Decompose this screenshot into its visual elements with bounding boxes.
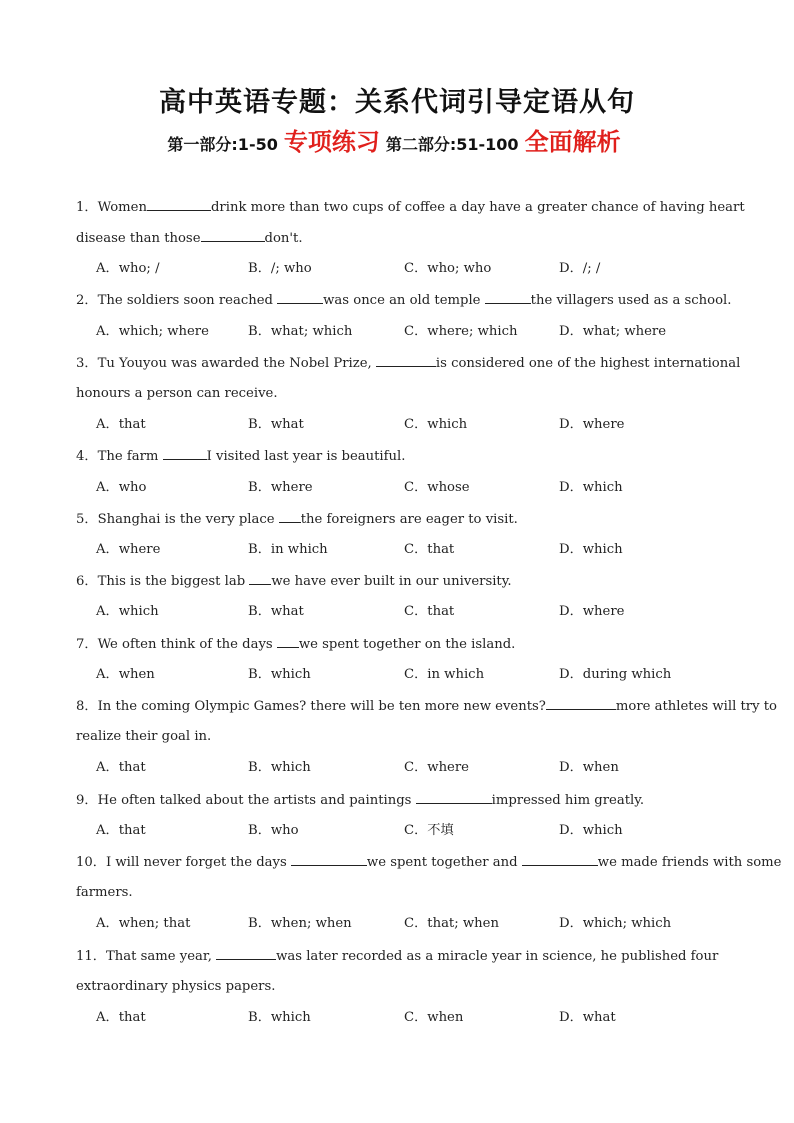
question-10-line-1 <box>76 853 781 872</box>
option-c[interactable]: C．where; which <box>404 324 518 339</box>
answer-blank <box>216 947 276 960</box>
question-text: The farm <box>97 449 163 464</box>
option-a[interactable]: A．which; where <box>96 324 209 339</box>
question-number: 7． <box>76 637 98 652</box>
question-3-line-2 <box>76 385 278 403</box>
question-1-line-2 <box>76 229 303 248</box>
part1-highlight: 专项练习 <box>283 128 380 156</box>
option-c[interactable]: C．不填 <box>404 823 454 838</box>
option-d[interactable]: D．which <box>559 823 623 838</box>
option-a[interactable]: A．who <box>96 480 147 495</box>
question-text: In the coming Olympic Games? there will be ten more new events? <box>97 699 546 714</box>
question-number: 1． <box>76 200 98 215</box>
question-6-line-1 <box>76 572 512 591</box>
question-text: honours a person can receive. <box>76 386 278 401</box>
answer-blank <box>279 510 301 523</box>
question-text: is considered one of the highest international <box>435 356 741 371</box>
option-c[interactable]: C．that <box>404 542 455 557</box>
option-c[interactable]: C．which <box>404 417 468 432</box>
option-d[interactable]: D．what <box>559 1010 616 1025</box>
option-b[interactable]: B．/; who <box>248 261 312 276</box>
question-number: 9． <box>76 793 98 808</box>
question-text: drink more than two cups of coffee a day have a greater chance of having heart <box>210 200 745 215</box>
question-text: The soldiers soon reached <box>97 293 278 308</box>
option-b[interactable]: B．when; when <box>248 916 352 931</box>
answer-blank <box>485 291 531 304</box>
option-a[interactable]: A．when <box>96 667 155 682</box>
answer-blank <box>522 853 598 866</box>
option-b[interactable]: B．where <box>248 480 313 495</box>
question-number: 5． <box>76 512 98 527</box>
answer-blank <box>201 229 265 242</box>
option-c[interactable]: C．where <box>404 760 469 775</box>
question-8-line-2 <box>76 728 211 746</box>
question-number: 4． <box>76 449 98 464</box>
answer-blank <box>376 354 436 367</box>
question-text: He often talked about the artists and paintings <box>97 793 416 808</box>
option-b[interactable]: B．who <box>248 823 299 838</box>
option-a[interactable]: A．that <box>96 823 146 838</box>
option-d[interactable]: D．what; where <box>559 324 667 339</box>
option-c[interactable]: C．in which <box>404 667 485 682</box>
question-text: we have ever built in our university. <box>271 574 512 589</box>
answer-blank <box>147 198 211 211</box>
answer-blank <box>249 572 271 585</box>
question-text: don't. <box>264 231 303 246</box>
option-a[interactable]: A．that <box>96 1010 146 1025</box>
option-c[interactable]: C．that <box>404 604 455 619</box>
question-text: impressed him greatly. <box>491 793 645 808</box>
question-8-line-1 <box>76 697 777 716</box>
option-c[interactable]: C．that; when <box>404 916 499 931</box>
answer-blank <box>546 697 616 710</box>
question-5-line-1 <box>76 510 518 529</box>
question-text: extraordinary physics papers. <box>76 979 276 994</box>
question-text: farmers. <box>76 885 133 900</box>
question-text: we spent together and <box>366 855 522 870</box>
option-d[interactable]: D．/; / <box>559 261 601 276</box>
option-d[interactable]: D．during which <box>559 667 672 682</box>
option-d[interactable]: D．where <box>559 604 625 619</box>
answer-blank <box>163 447 207 460</box>
question-1-line-1 <box>76 198 745 217</box>
option-a[interactable]: A．which <box>96 604 159 619</box>
option-b[interactable]: B．what; which <box>248 324 353 339</box>
question-text: the foreigners are eager to visit. <box>300 512 518 527</box>
question-number: 3． <box>76 356 98 371</box>
option-c[interactable]: C．whose <box>404 480 470 495</box>
part1-label: 第一部分:1-50 <box>167 135 278 154</box>
question-text: realize their goal in. <box>76 729 212 744</box>
option-c[interactable]: C．who; who <box>404 261 492 276</box>
question-text: Shanghai is the very place <box>97 512 279 527</box>
option-d[interactable]: D．which; which <box>559 916 672 931</box>
question-3-line-1 <box>76 354 740 373</box>
part2-highlight: 全面解析 <box>524 128 621 156</box>
question-11-line-2 <box>76 978 275 996</box>
question-text: Tu Youyou was awarded the Nobel Prize, <box>97 356 376 371</box>
question-text: was later recorded as a miracle year in science, he published four <box>276 949 719 964</box>
option-a[interactable]: A．that <box>96 760 146 775</box>
page-title: 高中英语专题：关系代词引导定语从句 <box>159 87 635 118</box>
question-text: We often think of the days <box>97 637 277 652</box>
option-b[interactable]: B．what <box>248 417 304 432</box>
question-text: That same year, <box>105 949 217 964</box>
question-11-line-1 <box>76 947 718 966</box>
question-text: I visited last year is beautiful. <box>206 449 406 464</box>
option-c[interactable]: C．when <box>404 1010 464 1025</box>
option-a[interactable]: A．when; that <box>96 916 191 931</box>
question-2-line-1 <box>76 291 731 310</box>
option-d[interactable]: D．which <box>559 480 623 495</box>
option-b[interactable]: B．which <box>248 760 311 775</box>
answer-blank <box>277 635 299 648</box>
option-d[interactable]: D．where <box>559 417 625 432</box>
question-9-line-1 <box>76 791 644 810</box>
answer-blank <box>416 791 492 804</box>
question-10-line-2 <box>76 884 133 902</box>
question-7-line-1 <box>76 635 515 654</box>
option-a[interactable]: A．that <box>96 417 146 432</box>
question-text: Women <box>97 200 147 215</box>
answer-blank <box>277 291 323 304</box>
question-number: 10． <box>76 855 106 870</box>
option-a[interactable]: A．where <box>96 542 161 557</box>
question-number: 2． <box>76 293 98 308</box>
question-text: the villagers used as a school. <box>530 293 732 308</box>
option-b[interactable]: B．which <box>248 667 311 682</box>
question-text: was once an old temple <box>323 293 485 308</box>
question-number: 6． <box>76 574 98 589</box>
question-text: disease than those <box>76 231 201 246</box>
question-text: we made friends with some <box>597 855 782 870</box>
question-text: more athletes will try to <box>615 699 777 714</box>
option-b[interactable]: B．which <box>248 1010 311 1025</box>
answer-blank <box>291 853 367 866</box>
option-a[interactable]: A．who; / <box>96 261 160 276</box>
question-text: we spent together on the island. <box>298 637 516 652</box>
question-text: I will never forget the days <box>105 855 291 870</box>
question-number: 11． <box>76 949 106 964</box>
option-d[interactable]: D．which <box>559 542 623 557</box>
question-4-line-1 <box>76 447 405 466</box>
page-subtitle <box>0 122 794 157</box>
question-number: 8． <box>76 699 98 714</box>
question-text: This is the biggest lab <box>97 574 250 589</box>
option-b[interactable]: B．what <box>248 604 304 619</box>
option-d[interactable]: D．when <box>559 760 619 775</box>
option-b[interactable]: B．in which <box>248 542 328 557</box>
part2-label: 第二部分:51-100 <box>385 135 519 154</box>
